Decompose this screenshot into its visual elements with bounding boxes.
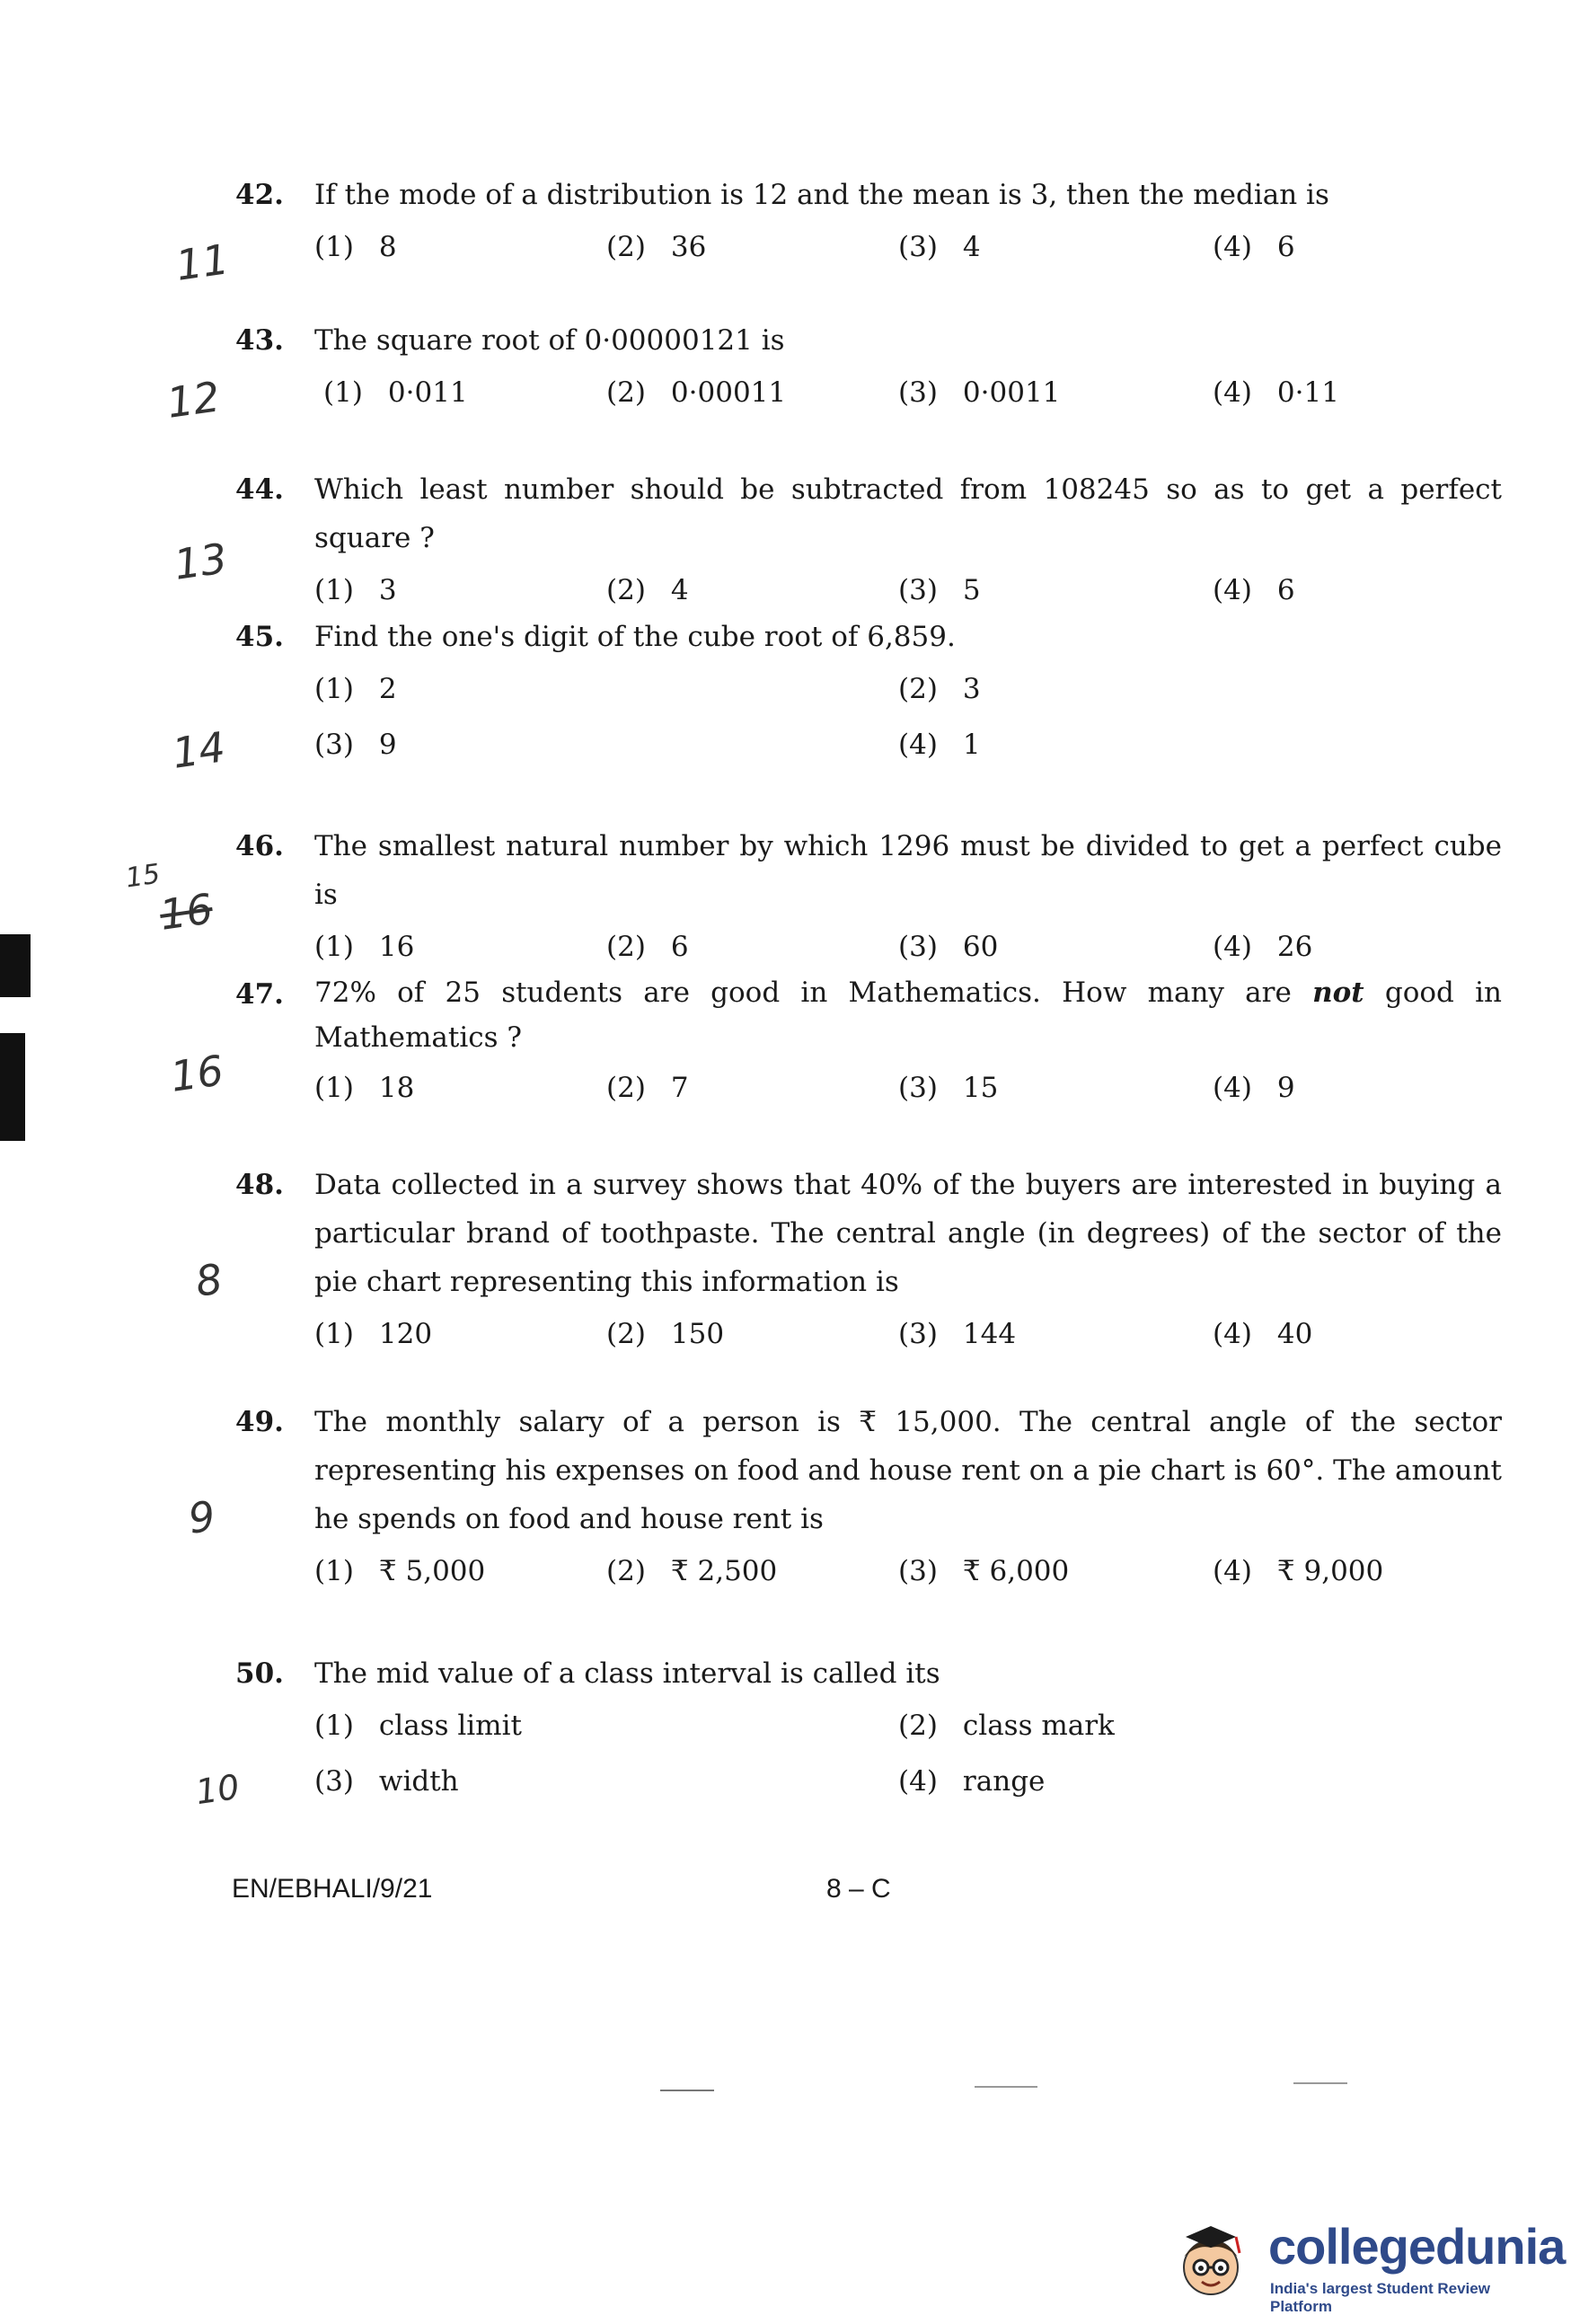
option-3: (3) 60	[898, 931, 999, 963]
handwritten-mark: 11	[172, 234, 233, 290]
question-text: The square root of 0·00000121 is	[314, 324, 785, 357]
question-text: The smallest natural number by which 1296 must be divided to get a perfect cube is	[314, 830, 1502, 911]
option-4: (4) 6	[1213, 231, 1295, 263]
question-number: 50.	[235, 1657, 284, 1690]
option-4: (4) 26	[1213, 931, 1313, 963]
option-3: (3) 144	[898, 1318, 1017, 1350]
emphasis-not: not	[1312, 976, 1364, 1009]
option-3: (3) ₹ 6,000	[898, 1555, 1070, 1587]
question-text: If the mode of a distribution is 12 and the mean is 3, then the median is	[314, 179, 1329, 211]
divider	[975, 2086, 1037, 2088]
question-number: 48.	[235, 1169, 284, 1201]
option-2: (2) 4	[606, 574, 689, 606]
option-3: (3) 4	[898, 231, 981, 263]
divider	[660, 2090, 714, 2091]
brand-tagline: India's largest Student Review Platform	[1270, 2280, 1490, 2315]
question-42	[235, 171, 1502, 275]
option-3: (3) 5	[898, 574, 981, 606]
question-number: 49.	[235, 1406, 284, 1438]
handwritten-mark: 15	[123, 858, 163, 895]
paper-code: EN/EBHALI/9/21	[232, 1874, 433, 1904]
option-1: (1) class limit	[314, 1710, 522, 1742]
option-1: (1) 16	[314, 931, 415, 963]
question-44	[235, 465, 1502, 618]
option-1: (1) 0·011	[323, 376, 468, 409]
question-number: 45.	[235, 621, 284, 653]
option-2: (2) 6	[606, 931, 689, 963]
option-2: (2) 3	[898, 673, 981, 705]
question-45	[235, 613, 1502, 773]
option-2: (2) 150	[606, 1318, 725, 1350]
option-1: (1) 18	[314, 1072, 415, 1104]
question-43	[235, 316, 1502, 420]
option-4: (4) 6	[1213, 574, 1295, 606]
question-text: Data collected in a survey shows that 40% of the buyers are interested in buying a particular brand of toothpaste. The central angle (in degrees) of the sector of the pie chart representing this information is	[314, 1169, 1502, 1298]
option-4: (4) 9	[1213, 1072, 1295, 1104]
option-1: (1) 8	[314, 231, 397, 263]
brand-watermark	[1168, 2210, 1566, 2315]
option-1: (1) 120	[314, 1318, 433, 1350]
question-48	[235, 1161, 1502, 1362]
option-2: (2) class mark	[898, 1710, 1115, 1742]
divider	[1293, 2082, 1347, 2084]
question-text: The mid value of a class interval is called its	[314, 1657, 940, 1690]
question-46	[235, 822, 1502, 975]
option-4: (4) 40	[1213, 1318, 1313, 1350]
option-1: (1) 2	[314, 673, 397, 705]
question-number: 46.	[235, 830, 284, 862]
option-4: (4) ₹ 9,000	[1213, 1555, 1384, 1587]
options-row	[314, 365, 1502, 420]
option-4: (4) 0·11	[1213, 376, 1339, 409]
option-4: (4) 1	[898, 729, 981, 761]
option-3: (3) 15	[898, 1072, 999, 1104]
option-1: (1) ₹ 5,000	[314, 1555, 486, 1587]
question-text: 72% of 25 students are good in Mathematics. How many are not good in Mathematics ?	[314, 976, 1502, 1054]
binder-edge-mark	[0, 1033, 25, 1141]
options-row	[314, 1698, 1502, 1754]
question-50	[235, 1649, 1502, 1809]
handwritten-mark: 8	[192, 1254, 225, 1306]
handwritten-mark: 13	[171, 534, 231, 589]
mascot-logo-icon	[1168, 2217, 1254, 2303]
question-text: The monthly salary of a person is ₹ 15,000. The central angle of the sector representing his expenses on food and house rent on a pie chart is 60°. The amount he spends on food and house rent is	[314, 1406, 1502, 1535]
page-number: 8 – C	[826, 1874, 891, 1904]
question-text: Which least number should be subtracted from 108245 so as to get a perfect square ?	[314, 473, 1502, 554]
options-row	[314, 1754, 1502, 1809]
handwritten-mark: 9	[185, 1491, 218, 1543]
brand-name: collegedunia	[1268, 2218, 1566, 2275]
binder-edge-mark	[0, 934, 31, 997]
options-row	[314, 1306, 1502, 1362]
question-text: Find the one's digit of the cube root of 6,859.	[314, 621, 956, 653]
option-2: (2) 0·00011	[606, 376, 787, 409]
handwritten-mark: 16	[156, 884, 216, 940]
option-3: (3) 0·0011	[898, 376, 1061, 409]
options-row	[314, 219, 1502, 275]
handwritten-mark: 12	[163, 372, 224, 428]
handwritten-mark: 10	[193, 1766, 243, 1813]
options-row	[314, 919, 1502, 975]
option-1: (1) 3	[314, 574, 397, 606]
option-3: (3) width	[314, 1765, 459, 1798]
handwritten-mark: 16	[167, 1046, 227, 1101]
option-4: (4) range	[898, 1765, 1046, 1798]
question-number: 44.	[235, 473, 284, 506]
question-47	[235, 970, 1502, 1116]
question-number: 47.	[235, 978, 284, 1011]
options-row	[314, 1543, 1502, 1599]
handwritten-mark: 14	[169, 722, 229, 778]
options-row	[314, 717, 1502, 773]
option-2: (2) 7	[606, 1072, 689, 1104]
question-49	[235, 1398, 1502, 1599]
options-row	[314, 1060, 1502, 1116]
question-number: 42.	[235, 179, 284, 211]
option-3: (3) 9	[314, 729, 397, 761]
question-number: 43.	[235, 324, 284, 357]
options-row	[314, 661, 1502, 717]
option-2: (2) 36	[606, 231, 707, 263]
options-row	[314, 562, 1502, 618]
option-2: (2) ₹ 2,500	[606, 1555, 778, 1587]
